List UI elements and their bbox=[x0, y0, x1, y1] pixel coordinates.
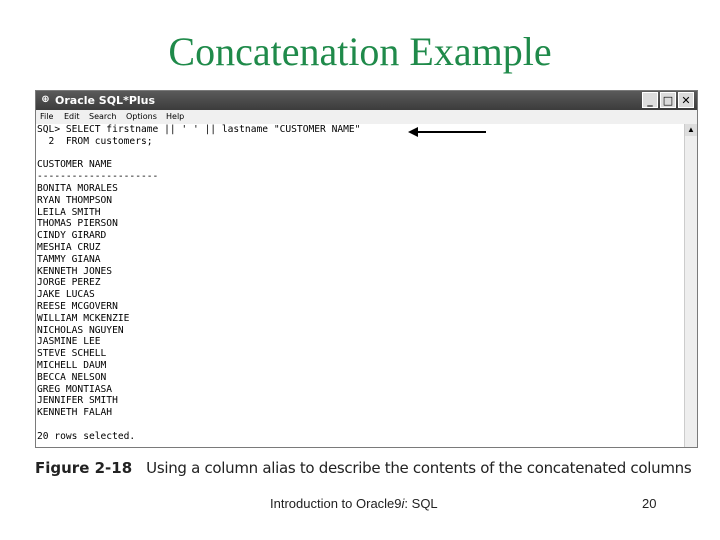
console-line: GREG MONTIASA bbox=[37, 383, 113, 395]
console-line: MICHELL DAUM bbox=[37, 359, 107, 371]
console-line bbox=[37, 148, 683, 160]
console-line bbox=[37, 419, 683, 431]
console-line: THOMAS PIERSON bbox=[37, 218, 118, 230]
figure-number: Figure 2-18 bbox=[35, 459, 133, 477]
menu-bar bbox=[36, 110, 697, 124]
menu-options[interactable]: Options bbox=[126, 112, 157, 121]
console-line: JENNIFER SMITH bbox=[37, 395, 118, 407]
console-line: JORGE PEREZ bbox=[37, 277, 101, 289]
console-line: JAKE LUCAS bbox=[37, 289, 95, 301]
figure-caption-text: Using a column alias to describe the contents of the concatenated columns bbox=[146, 459, 692, 477]
console-line: STEVE SCHELL bbox=[37, 348, 107, 360]
console-line: 20 rows selected. bbox=[37, 430, 136, 442]
console-line: KENNETH FALAH bbox=[37, 407, 113, 419]
console-line: JASMINE LEE bbox=[37, 336, 101, 348]
console-line: 2 FROM customers; bbox=[37, 135, 153, 147]
sqlplus-window bbox=[35, 90, 698, 448]
console-line: CINDY GIRARD bbox=[37, 230, 107, 242]
pointer-arrow-icon bbox=[408, 126, 490, 138]
window-titlebar[interactable] bbox=[36, 91, 697, 110]
console-line: KENNETH JONES bbox=[37, 265, 113, 277]
scroll-up-arrow-icon[interactable]: ▲ bbox=[685, 124, 697, 136]
console-line: CUSTOMER NAME bbox=[37, 159, 113, 171]
console-line: SQL> SELECT firstname || ' ' || lastname "CUSTOMER NAME" bbox=[37, 124, 361, 135]
console-line: REESE MCGOVERN bbox=[37, 300, 118, 312]
maximize-button[interactable]: □ bbox=[660, 92, 676, 108]
menu-search[interactable]: Search bbox=[89, 112, 117, 121]
console-line: RYAN THOMPSON bbox=[37, 194, 113, 206]
figure-caption bbox=[35, 459, 705, 477]
console-line: TAMMY GIANA bbox=[37, 253, 101, 265]
console-line: BECCA NELSON bbox=[37, 371, 107, 383]
sqlplus-app-icon: ⊕ bbox=[41, 94, 50, 105]
menu-file[interactable]: File bbox=[40, 112, 54, 121]
console-line: LEILA SMITH bbox=[37, 206, 101, 218]
minimize-button[interactable]: _ bbox=[642, 92, 658, 108]
console-line: --------------------- bbox=[37, 171, 159, 183]
console-line: BONITA MORALES bbox=[37, 182, 118, 194]
slide-title: Concatenation Example bbox=[168, 29, 552, 74]
sql-console-output[interactable] bbox=[36, 124, 683, 447]
close-button[interactable]: ✕ bbox=[678, 92, 694, 108]
console-line: NICHOLAS NGUYEN bbox=[37, 324, 124, 336]
console-line: MESHIA CRUZ bbox=[37, 241, 101, 253]
vertical-scrollbar[interactable] bbox=[684, 124, 697, 447]
page-number: 20 bbox=[642, 496, 657, 511]
menu-help[interactable]: Help bbox=[166, 112, 185, 121]
console-line: WILLIAM MCKENZIE bbox=[37, 312, 130, 324]
footer-text: Introduction to Oracle9i: SQL bbox=[270, 496, 438, 511]
menu-edit[interactable]: Edit bbox=[64, 112, 80, 121]
window-title: Oracle SQL*Plus bbox=[55, 94, 156, 107]
